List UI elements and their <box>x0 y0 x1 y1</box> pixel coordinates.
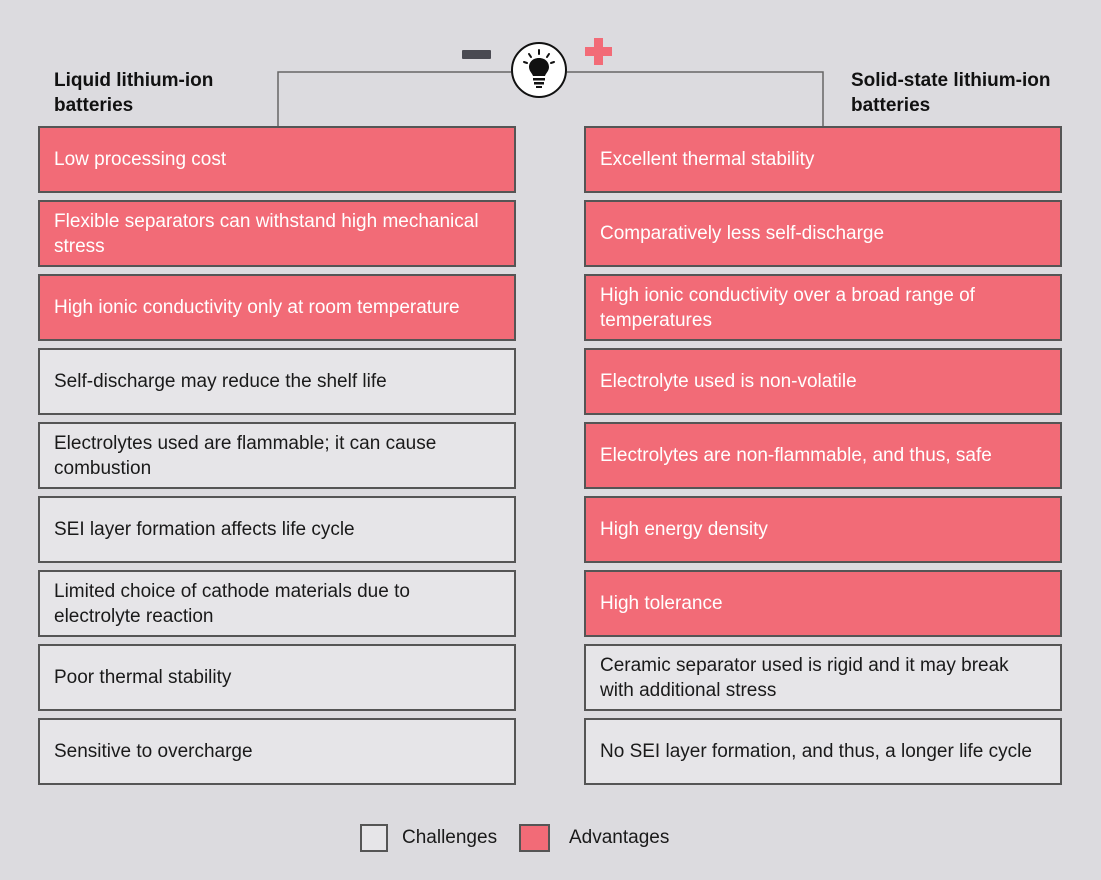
liquid-item <box>38 348 516 415</box>
solid-state-item <box>584 348 1062 415</box>
challenges-swatch <box>360 824 388 852</box>
item-text: Poor thermal stability <box>54 667 232 688</box>
solid-state-item <box>584 718 1062 785</box>
solid-state-item <box>584 644 1062 711</box>
liquid-item <box>38 126 516 193</box>
item-text: Flexible separators can withstand high mechanical stress <box>54 210 479 257</box>
liquid-item <box>38 570 516 637</box>
liquid-item <box>38 422 516 489</box>
solid-state-item <box>584 496 1062 563</box>
item-text: Limited choice of cathode materials due to electrolyte reaction <box>54 580 410 627</box>
liquid-item <box>38 200 516 267</box>
legend-challenges <box>360 821 497 854</box>
advantages-swatch <box>519 824 550 852</box>
liquid-battery-title: Liquid lithium-ion batteries <box>54 70 214 116</box>
item-text: Ceramic separator used is rigid and it may break with additional stress <box>600 654 1009 701</box>
item-text: Self-discharge may reduce the shelf life <box>54 371 387 392</box>
item-text: Sensitive to overcharge <box>54 741 253 762</box>
solid-state-item <box>584 126 1062 193</box>
item-text: Electrolytes used are flammable; it can cause combustion <box>54 432 437 479</box>
item-text: Electrolytes are non-flammable, and thus, safe <box>600 445 992 466</box>
advantages-label: Advantages <box>569 826 670 848</box>
lightbulb-icon <box>511 42 567 98</box>
plus-icon <box>585 38 612 65</box>
solid-state-item <box>584 570 1062 637</box>
liquid-item <box>38 274 516 341</box>
solid-state-item <box>584 422 1062 489</box>
solid-state-battery-title: Solid-state lithium-ion batteries <box>851 70 1051 116</box>
item-text: Excellent thermal stability <box>600 149 815 170</box>
liquid-item <box>38 496 516 563</box>
item-text: No SEI layer formation, and thus, a longer life cycle <box>600 741 1032 762</box>
item-text: High ionic conductivity over a broad range of temperatures <box>600 284 975 331</box>
liquid-battery-column <box>38 126 516 792</box>
item-text: High energy density <box>600 519 768 540</box>
legend-advantages <box>519 821 669 854</box>
liquid-item <box>38 644 516 711</box>
solid-state-item <box>584 274 1062 341</box>
challenges-label: Challenges <box>402 826 498 848</box>
liquid-item <box>38 718 516 785</box>
item-text: High tolerance <box>600 593 723 614</box>
item-text: Electrolyte used is non-volatile <box>600 371 857 392</box>
solid-state-item <box>584 200 1062 267</box>
minus-icon <box>462 50 491 59</box>
item-text: High ionic conductivity only at room temperature <box>54 297 460 318</box>
solid-state-battery-column <box>584 126 1062 792</box>
item-text: SEI layer formation affects life cycle <box>54 519 355 540</box>
item-text: Low processing cost <box>54 149 227 170</box>
item-text: Comparatively less self-discharge <box>600 223 885 244</box>
